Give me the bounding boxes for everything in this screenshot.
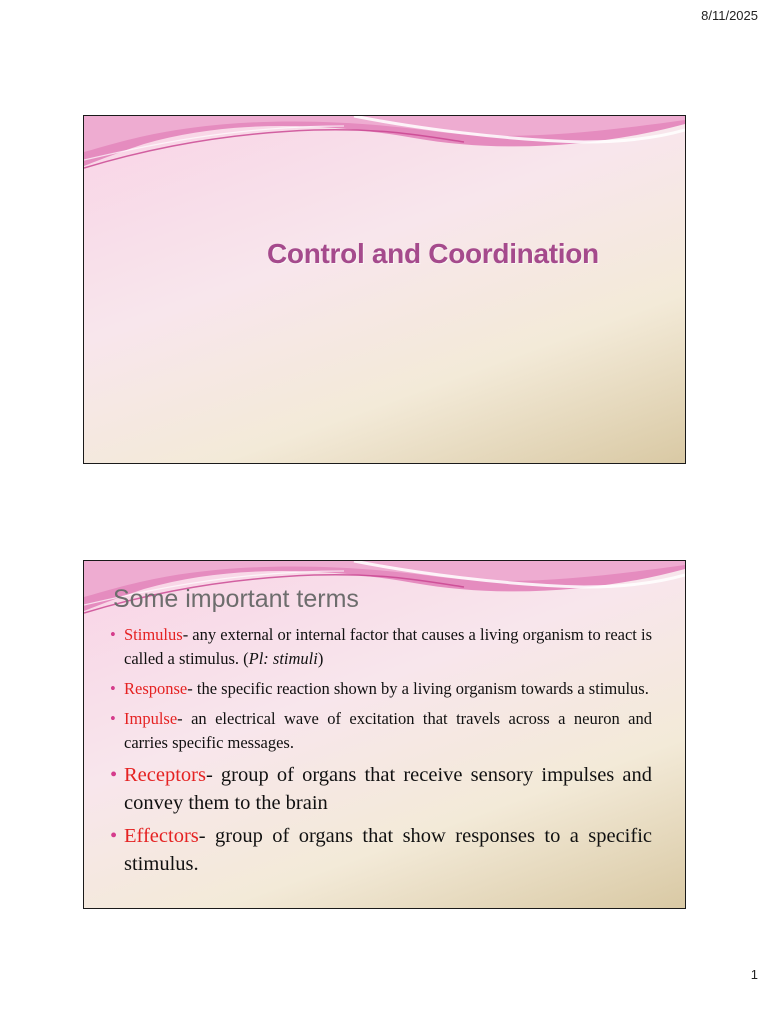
slide-title [83, 115, 686, 464]
slide-heading: Some important terms [113, 585, 359, 613]
term-definition: - group of organs that receive sensory impulses and convey them to the brain [124, 764, 652, 814]
list-item-stimulus [110, 623, 652, 671]
bullet-icon: • [110, 825, 118, 847]
slide-terms [83, 560, 686, 909]
bullet-icon: • [110, 625, 116, 644]
decorative-wave [84, 116, 685, 186]
slide-title-text: Control and Coordination [267, 238, 599, 269]
page-number: 1 [750, 967, 758, 982]
term-definition: - group of organs that show responses to a specific stimulus. [124, 825, 652, 875]
term-definition: - an electrical wave of excitation that travels across a neuron and carries specific messages. [124, 709, 652, 752]
term-definition: - the specific reaction shown by a living organism towards a stimulus. [187, 679, 649, 698]
term-label: Response [124, 679, 188, 698]
term-list [110, 623, 652, 883]
list-item-impulse [110, 707, 652, 755]
term-label: Impulse [124, 709, 178, 728]
list-item-effectors [110, 822, 652, 878]
bullet-icon: • [110, 764, 118, 786]
term-label: Stimulus [124, 625, 183, 644]
print-date: 8/11/2025 [701, 8, 758, 23]
term-definition: - any external or internal factor that causes a living organism to react is called a stimulus. ( [124, 625, 653, 668]
term-label: Receptors [124, 764, 206, 786]
list-item-receptors [110, 761, 652, 817]
term-label: Effectors [124, 825, 199, 847]
bullet-icon: • [110, 709, 116, 728]
term-plural: Pl: stimuli [248, 649, 318, 668]
term-closing: ) [317, 649, 324, 668]
bullet-icon: • [110, 679, 116, 698]
list-item-response [110, 677, 652, 701]
